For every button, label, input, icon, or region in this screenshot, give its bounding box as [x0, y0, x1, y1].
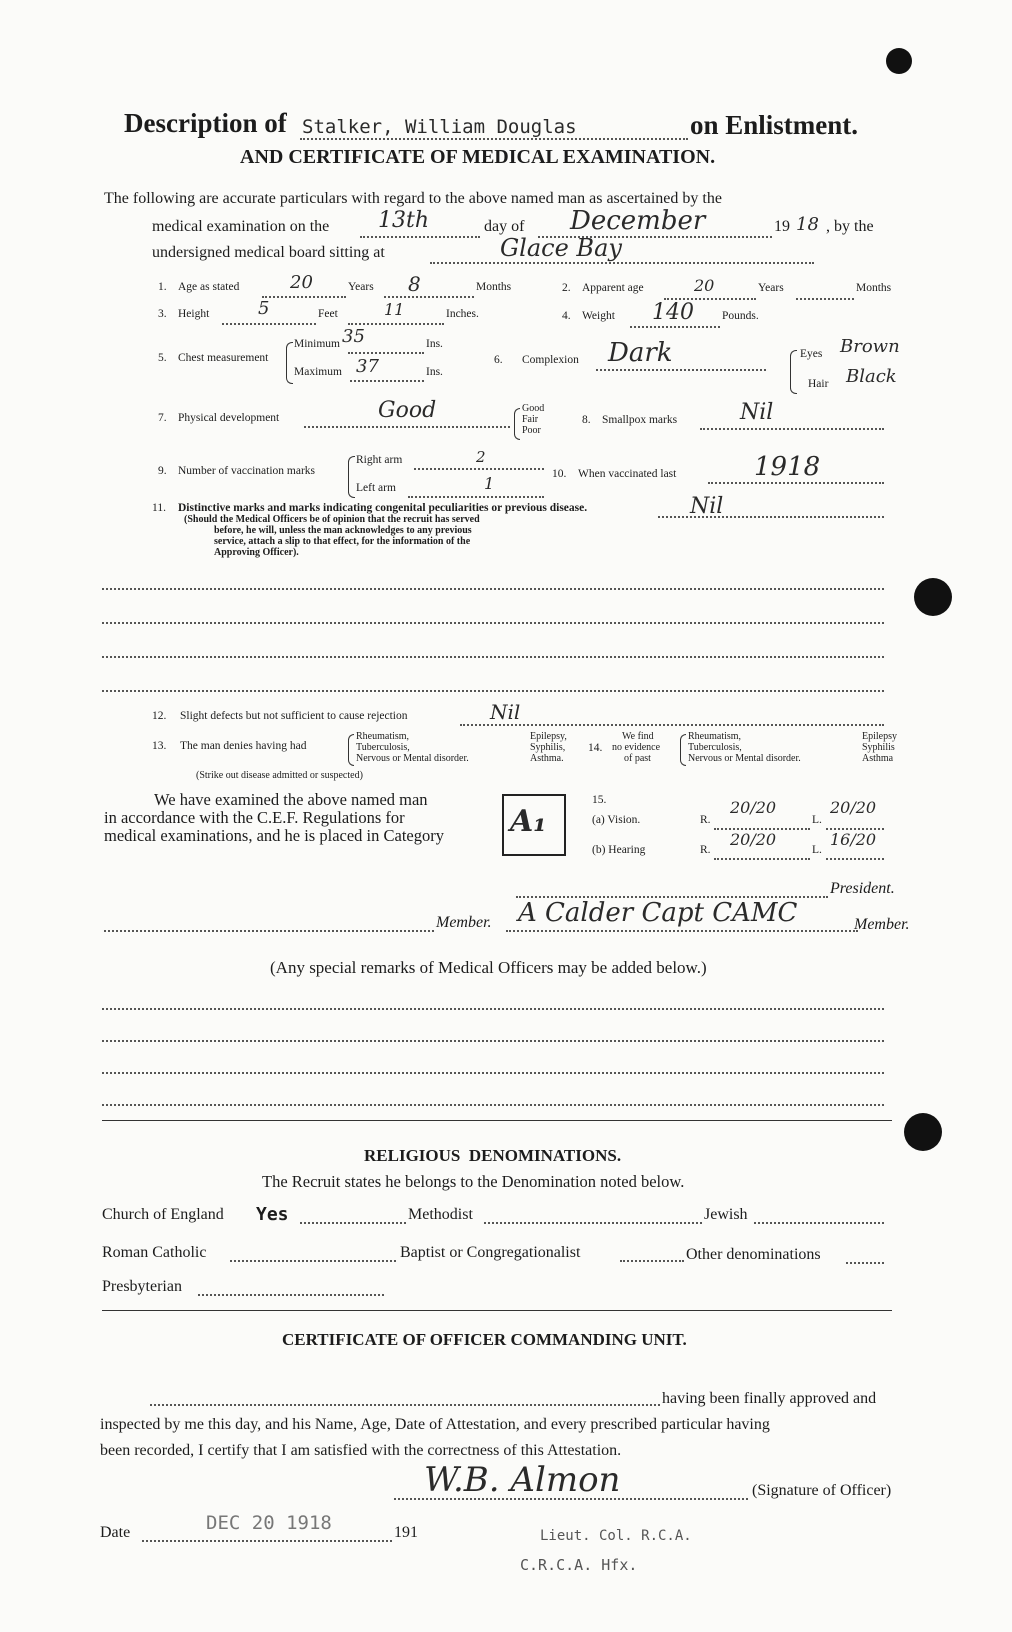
f6-num: 6. — [494, 354, 503, 366]
f8-value: Nil — [740, 400, 774, 425]
jewish-label: Jewish — [704, 1206, 748, 1223]
f1-months-label: Months — [476, 281, 512, 293]
f8-num: 8. — [582, 414, 591, 426]
f13-list1-item3: Nervous or Mental disorder. — [356, 753, 469, 764]
certificate-line2: inspected by me this day, and his Name, Age, Date of Attestation, and every prescribed particular having — [100, 1416, 770, 1433]
officer-signature: W.B. Almon — [424, 1460, 621, 1500]
f12-num: 12. — [152, 710, 167, 722]
f11-blank-line-3 — [102, 656, 884, 658]
f15-vision-r-label: R. — [700, 814, 711, 826]
f5-min-value: 35 — [342, 326, 365, 347]
f15-hearing-l-value: 16/20 — [830, 830, 877, 849]
f1-years-value: 20 — [290, 272, 313, 293]
church-of-england-value: Yes — [256, 1204, 289, 1225]
f13-list1-item1: Rheumatism, — [356, 731, 410, 742]
f5-min-label: Minimum — [294, 338, 341, 350]
f3-num: 3. — [158, 308, 167, 320]
certificate-line3: been recorded, I certify that I am satisfied with the correctness of this Attestation. — [100, 1442, 622, 1459]
punch-hole-middle — [914, 578, 952, 616]
certificate-line1-end: having been finally approved and — [662, 1390, 877, 1407]
header-on-enlistment: on Enlistment. — [690, 110, 859, 140]
f7-option-good: Good — [522, 403, 545, 414]
f6-brace — [790, 350, 797, 394]
f13-label: The man denies having had — [180, 740, 307, 752]
f15-hearing-r-value: 20/20 — [730, 830, 777, 849]
presbyterian-line — [198, 1294, 384, 1296]
other-denominations-line — [846, 1262, 884, 1264]
f13-strike-note: (Strike out disease admitted or suspected) — [196, 770, 363, 781]
member-right-line — [506, 930, 858, 932]
f5-max-label: Maximum — [294, 366, 342, 378]
f13-num: 13. — [152, 740, 167, 752]
president-label: President. — [830, 880, 895, 897]
f15-num: 15. — [592, 794, 607, 806]
f15-hearing-l-label: L. — [812, 844, 822, 856]
f7-option-fair: Fair — [522, 414, 539, 425]
f4-value: 140 — [652, 300, 694, 325]
intro-line3: undersigned medical board sitting at — [152, 244, 385, 261]
f14-list2-item2: Syphilis — [862, 742, 895, 753]
f10-value: 1918 — [754, 452, 821, 482]
remarks-rule — [102, 1120, 892, 1121]
f11-note3: service, attach a slip to that effect, for the information of the — [214, 536, 471, 547]
f1-years-label: Years — [348, 281, 374, 293]
f14-list1-item3: Nervous or Mental disorder. — [688, 753, 801, 764]
f2-years-label: Years — [758, 282, 784, 294]
f1-months-line — [384, 296, 474, 298]
f12-label: Slight defects but not sufficient to cause rejection — [180, 710, 408, 722]
f9-left-line — [408, 496, 544, 498]
f15-vision-l-label: L. — [812, 814, 822, 826]
intro-day-line — [360, 236, 480, 238]
intro-day-value: 13th — [378, 208, 430, 233]
f13-list1-item2: Tuberculosis, — [356, 742, 410, 753]
church-of-england-line — [300, 1222, 406, 1224]
member-left-label: Member. — [436, 914, 492, 931]
f14-label-3: of past — [624, 753, 651, 764]
f7-num: 7. — [158, 412, 167, 424]
f7-label: Physical development — [178, 412, 280, 424]
intro-line2a: medical examination on the — [152, 218, 330, 235]
intro-line1: The following are accurate particulars with regard to the above named man as ascertained by the — [104, 190, 722, 207]
religion-heading: RELIGIOUS DENOMINATIONS. — [364, 1146, 622, 1165]
f9-label: Number of vaccination marks — [178, 465, 315, 477]
f2-months-label: Months — [856, 282, 892, 294]
f14-label-1: We find — [622, 731, 654, 742]
f15-vision-l-value: 20/20 — [830, 798, 877, 817]
certificate-name-line — [150, 1404, 660, 1406]
f5-brace — [286, 342, 293, 384]
f12-line — [460, 724, 884, 726]
punch-hole-lower — [904, 1113, 942, 1151]
f15-vision-r-value: 20/20 — [730, 798, 777, 817]
f9-left-value: 1 — [484, 474, 495, 493]
intro-month-value: December — [570, 206, 706, 236]
f3-feet-value: 5 — [258, 298, 270, 319]
f9-right-line — [414, 468, 544, 470]
f14-list1-item2: Tuberculosis, — [688, 742, 742, 753]
remarks-heading: (Any special remarks of Medical Officers may be added below.) — [270, 958, 707, 977]
date-line — [142, 1540, 392, 1542]
date-label: Date — [100, 1524, 131, 1541]
certificate-heading: CERTIFICATE OF OFFICER COMMANDING UNIT. — [282, 1330, 687, 1349]
f6-hair-label: Hair — [808, 378, 829, 390]
f1-label: Age as stated — [178, 281, 240, 293]
f11-value: Nil — [690, 494, 724, 519]
f7-brace — [514, 408, 520, 440]
member-signature: A Calder Capt CAMC — [518, 898, 798, 928]
other-denominations-label: Other denominations — [686, 1246, 821, 1263]
f11-blank-line-2 — [102, 622, 884, 624]
f6-value: Dark — [608, 338, 673, 368]
f5-max-unit: Ins. — [426, 366, 443, 378]
f6-label: Complexion — [522, 354, 579, 366]
f5-num: 5. — [158, 352, 167, 364]
officer-signature-label: (Signature of Officer) — [752, 1482, 892, 1499]
baptist-line — [620, 1260, 684, 1262]
f3-feet-label: Feet — [318, 308, 338, 320]
f5-min-unit: Ins. — [426, 338, 443, 350]
methodist-label: Methodist — [408, 1206, 473, 1223]
f14-list2-item1: Epilepsy — [862, 731, 897, 742]
category-text-3: medical examinations, and he is placed in Category — [104, 826, 444, 845]
religion-sub: The Recruit states he belongs to the Denomination noted below. — [262, 1172, 685, 1191]
f13-brace — [348, 734, 354, 766]
f10-line — [708, 482, 884, 484]
f15-hearing-r-label: R. — [700, 844, 711, 856]
f13-list2-item1: Epilepsy, — [530, 731, 567, 742]
f2-months-line — [796, 298, 854, 300]
intro-year-prefix: 19 — [774, 218, 790, 235]
f9-num: 9. — [158, 465, 167, 477]
remarks-line-2 — [102, 1040, 884, 1042]
f7-option-poor: Poor — [522, 425, 541, 436]
f3-inches-line — [348, 323, 444, 325]
f4-unit: Pounds. — [722, 310, 759, 322]
f8-label: Smallpox marks — [602, 414, 678, 426]
f7-line — [304, 426, 510, 428]
member-right-label: Member. — [854, 916, 910, 933]
f4-line — [630, 326, 720, 328]
category-value: A₁ — [510, 804, 547, 839]
religion-rule — [102, 1310, 892, 1311]
f3-inches-label: Inches. — [446, 308, 479, 320]
remarks-line-1 — [102, 1008, 884, 1010]
header-recruit-name: Stalker, William Douglas — [302, 116, 577, 138]
f5-label: Chest measurement — [178, 352, 269, 364]
f11-note1: (Should the Medical Officers be of opinion that the recruit has served — [184, 514, 480, 525]
f7-value: Good — [378, 398, 437, 423]
f11-label: Distinctive marks and marks indicating congenital peculiarities or previous disease. — [178, 502, 588, 514]
methodist-line — [484, 1222, 702, 1224]
roman-catholic-line — [230, 1260, 396, 1262]
f13-list2-item3: Asthma. — [530, 753, 564, 764]
f2-label: Apparent age — [582, 282, 644, 294]
f1-num: 1. — [158, 281, 167, 293]
church-of-england-label: Church of England — [102, 1206, 224, 1223]
baptist-label: Baptist or Congregationalist — [400, 1244, 581, 1261]
f4-label: Weight — [582, 310, 615, 322]
f3-label: Height — [178, 308, 210, 320]
intro-line2b: day of — [484, 218, 525, 235]
date-191: 191 — [394, 1524, 418, 1541]
category-text-1: We have examined the above named man — [154, 790, 428, 809]
remarks-line-4 — [102, 1104, 884, 1106]
f12-value: Nil — [490, 700, 521, 724]
f2-num: 2. — [562, 282, 571, 294]
f15-hearing-l-line — [826, 858, 884, 860]
f1-years-line — [262, 296, 346, 298]
f14-num: 14. — [588, 742, 603, 754]
f5-min-line — [348, 352, 424, 354]
f14-brace — [680, 734, 686, 766]
f11-note2: before, he will, unless the man acknowledges to any previous — [214, 525, 472, 536]
f8-line — [700, 428, 884, 430]
presbyterian-label: Presbyterian — [102, 1278, 182, 1295]
f10-num: 10. — [552, 468, 567, 480]
f11-blank-line-4 — [102, 690, 884, 692]
f5-max-value: 37 — [356, 356, 379, 377]
header-description: Description of — [124, 108, 287, 138]
f3-inches-value: 11 — [384, 300, 405, 319]
officer-rank-stamp-2: C.R.C.A. Hfx. — [520, 1556, 638, 1574]
officer-rank-stamp-1: Lieut. Col. R.C.A. — [540, 1528, 692, 1544]
f1-months-value: 8 — [408, 272, 421, 296]
f15-hearing-r-line — [714, 858, 810, 860]
f15-vision-label: (a) Vision. — [592, 814, 641, 826]
f11-num: 11. — [152, 502, 166, 514]
intro-line2c: , by the — [826, 218, 874, 235]
f14-list1-item1: Rheumatism, — [688, 731, 742, 742]
remarks-line-3 — [102, 1072, 884, 1074]
f11-blank-line-1 — [102, 588, 884, 590]
f6-line — [596, 369, 766, 371]
f9-right-label: Right arm — [356, 454, 403, 466]
intro-place-line — [430, 262, 814, 264]
f14-list2-item3: Asthma — [862, 753, 894, 764]
f10-label: When vaccinated last — [578, 468, 677, 480]
f14-label-2: no evidence — [612, 742, 661, 753]
f11-note4: Approving Officer). — [214, 547, 299, 558]
intro-year-value: 18 — [796, 214, 819, 235]
f6-hair-value: Black — [846, 366, 897, 387]
header-name-line — [300, 138, 688, 140]
category-text-2: in accordance with the C.E.F. Regulations for — [104, 808, 405, 827]
f9-left-label: Left arm — [356, 482, 396, 494]
f15-hearing-label: (b) Hearing — [592, 844, 646, 856]
roman-catholic-label: Roman Catholic — [102, 1244, 207, 1261]
header-subtitle: AND CERTIFICATE OF MEDICAL EXAMINATION. — [240, 146, 716, 168]
f4-num: 4. — [562, 310, 571, 322]
f6-eyes-label: Eyes — [800, 348, 823, 360]
f3-feet-line — [222, 323, 316, 325]
f9-right-value: 2 — [476, 448, 486, 466]
date-stamp: DEC 20 1918 — [206, 1512, 332, 1534]
intro-place-value: Glace Bay — [500, 234, 622, 262]
f5-max-line — [350, 380, 424, 382]
f9-brace — [348, 456, 355, 498]
f13-list2-item2: Syphilis, — [530, 742, 566, 753]
jewish-line — [754, 1222, 884, 1224]
punch-hole-top — [886, 48, 912, 74]
f6-eyes-value: Brown — [840, 336, 900, 357]
f2-years-value: 20 — [694, 276, 715, 295]
member-left-line — [104, 930, 434, 932]
